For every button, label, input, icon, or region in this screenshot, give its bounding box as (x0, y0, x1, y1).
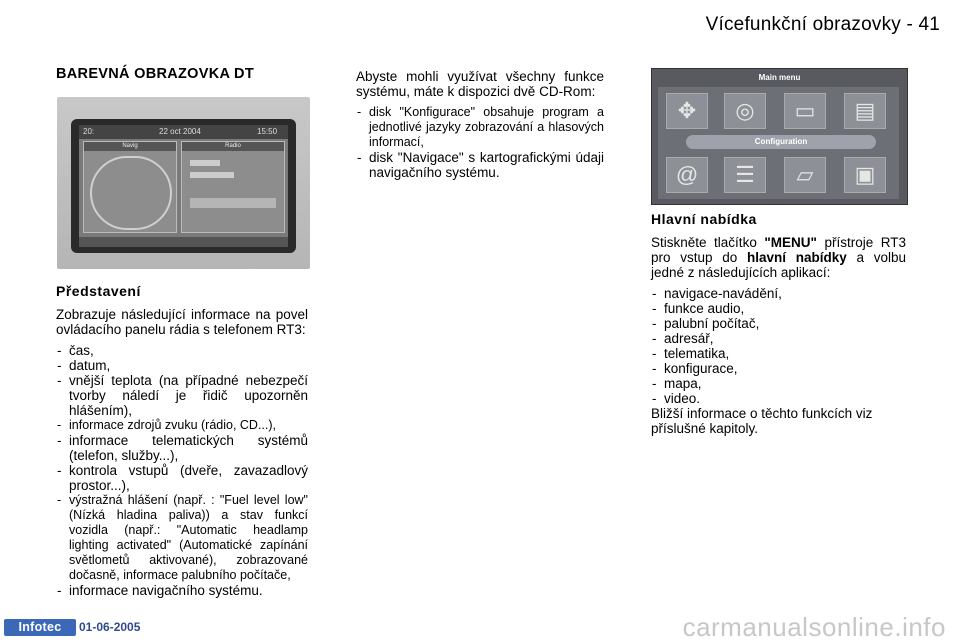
display-panel-navigation (83, 141, 177, 233)
outro-paragraph: Bližší informace o těchto funkcích viz příslušné kapitoly. (651, 406, 873, 436)
cd-icon: ◎ (724, 93, 766, 129)
sub-heading: Představení (56, 283, 141, 299)
main-menu-photo (651, 68, 908, 205)
sub-heading: Hlavní nabídka (651, 211, 757, 227)
display-panel-title: Navig (84, 142, 176, 151)
intro-paragraph (651, 235, 906, 280)
column-1-text (56, 284, 308, 598)
display-time-left: 20: (83, 127, 95, 136)
menu-title: Main menu (758, 73, 801, 82)
intro-text: přístroje RT3 pro vstup do (651, 235, 906, 265)
configuration-icon: ☰ (724, 157, 766, 193)
list-item: - čas, (56, 343, 308, 358)
display-date: 22 oct 2004 (159, 127, 201, 136)
list-item: - konfigurace, (651, 361, 906, 376)
display-time-right: 15:50 (257, 127, 278, 136)
display-panel-title: Radio (182, 142, 284, 151)
list-item: - výstražná hlášení (např. : "Fuel level low" (Nízká hladina paliva)) a stav funkcí vozidla (např.: "Automatic headlamp lighting activated" (Automatické zapínání světlometů aktivované), zobrazované dočasně, informace palubního počítače, (56, 493, 308, 583)
list-item: - datum, (56, 358, 308, 373)
display-status-bar (79, 125, 288, 139)
section-heading: BAREVNÁ OBRAZOVKA DT (56, 66, 254, 82)
main-menu-term: hlavní nabídky (746, 250, 847, 265)
display-screen (79, 125, 288, 247)
list-item: - informace telematických systémů (telefon, služby...), (56, 433, 308, 463)
list-item: - adresář, (651, 331, 906, 346)
column-3-text (651, 212, 906, 436)
map-icon: ▱ (784, 157, 826, 193)
laptop-icon: ▭ (784, 93, 826, 129)
list-item: - informace zdrojů zvuku (rádio, CD...), (56, 418, 308, 433)
footer-date: 01-06-2005 (79, 620, 141, 634)
list-item: - video. (651, 391, 906, 406)
info-list (56, 343, 308, 598)
list-item: - kontrola vstupů (dveře, zavazadlový prostor...), (56, 463, 308, 493)
menu-key-label: "MENU" (764, 235, 817, 250)
rt3-display-photo (57, 97, 310, 269)
video-icon: ▣ (844, 157, 886, 193)
list-item: - informace navigačního systému. (56, 583, 308, 598)
intro-paragraph: Zobrazuje následující informace na povel ovládacího panelu rádia s telefonem RT3: (56, 307, 308, 337)
display-bezel (71, 119, 296, 253)
intro-paragraph: Abyste mohli využívat všechny funkce systému, máte k dispozici dvě CD-Rom: (356, 69, 604, 99)
list-item: - disk "Navigace" s kartografickými údaji navigačního systému. (356, 150, 604, 180)
menu-grid (658, 87, 899, 199)
list-item: - navigace-navádění, (651, 286, 906, 301)
menu-selected-label: Configuration (686, 135, 876, 149)
navigation-icon: ✥ (666, 93, 708, 129)
display-line (190, 198, 276, 208)
telematics-icon: @ (666, 157, 708, 193)
display-line (190, 160, 220, 166)
applications-list (651, 286, 906, 406)
display-panel-radio (181, 141, 285, 233)
intro-text: a volbu jedné z následujících aplikací: (651, 250, 906, 280)
display-line (190, 172, 234, 178)
map-icon (90, 156, 172, 230)
cd-list (356, 105, 604, 180)
list-item: - telematika, (651, 346, 906, 361)
watermark: carmanualsonline.info (682, 612, 946, 642)
list-item: - funkce audio, (651, 301, 906, 316)
list-item: - mapa, (651, 376, 906, 391)
intro-text: Stiskněte tlačítko (651, 235, 765, 250)
column-2-text (356, 69, 604, 180)
address-book-icon: ▤ (844, 93, 886, 129)
page-title: Vícefunkční obrazovky - 41 (705, 14, 940, 35)
list-item: - vnější teplota (na případné nebezpečí tvorby náledí je řidič upozorněn hlášením), (56, 373, 308, 418)
list-item: - palubní počítač, (651, 316, 906, 331)
display-bottom-bar (79, 237, 288, 247)
brand-badge: Infotec (4, 619, 76, 636)
list-item: - disk "Konfigurace" obsahuje program a jednotlivé jazyky zobrazování a hlasových informací, (356, 105, 604, 150)
